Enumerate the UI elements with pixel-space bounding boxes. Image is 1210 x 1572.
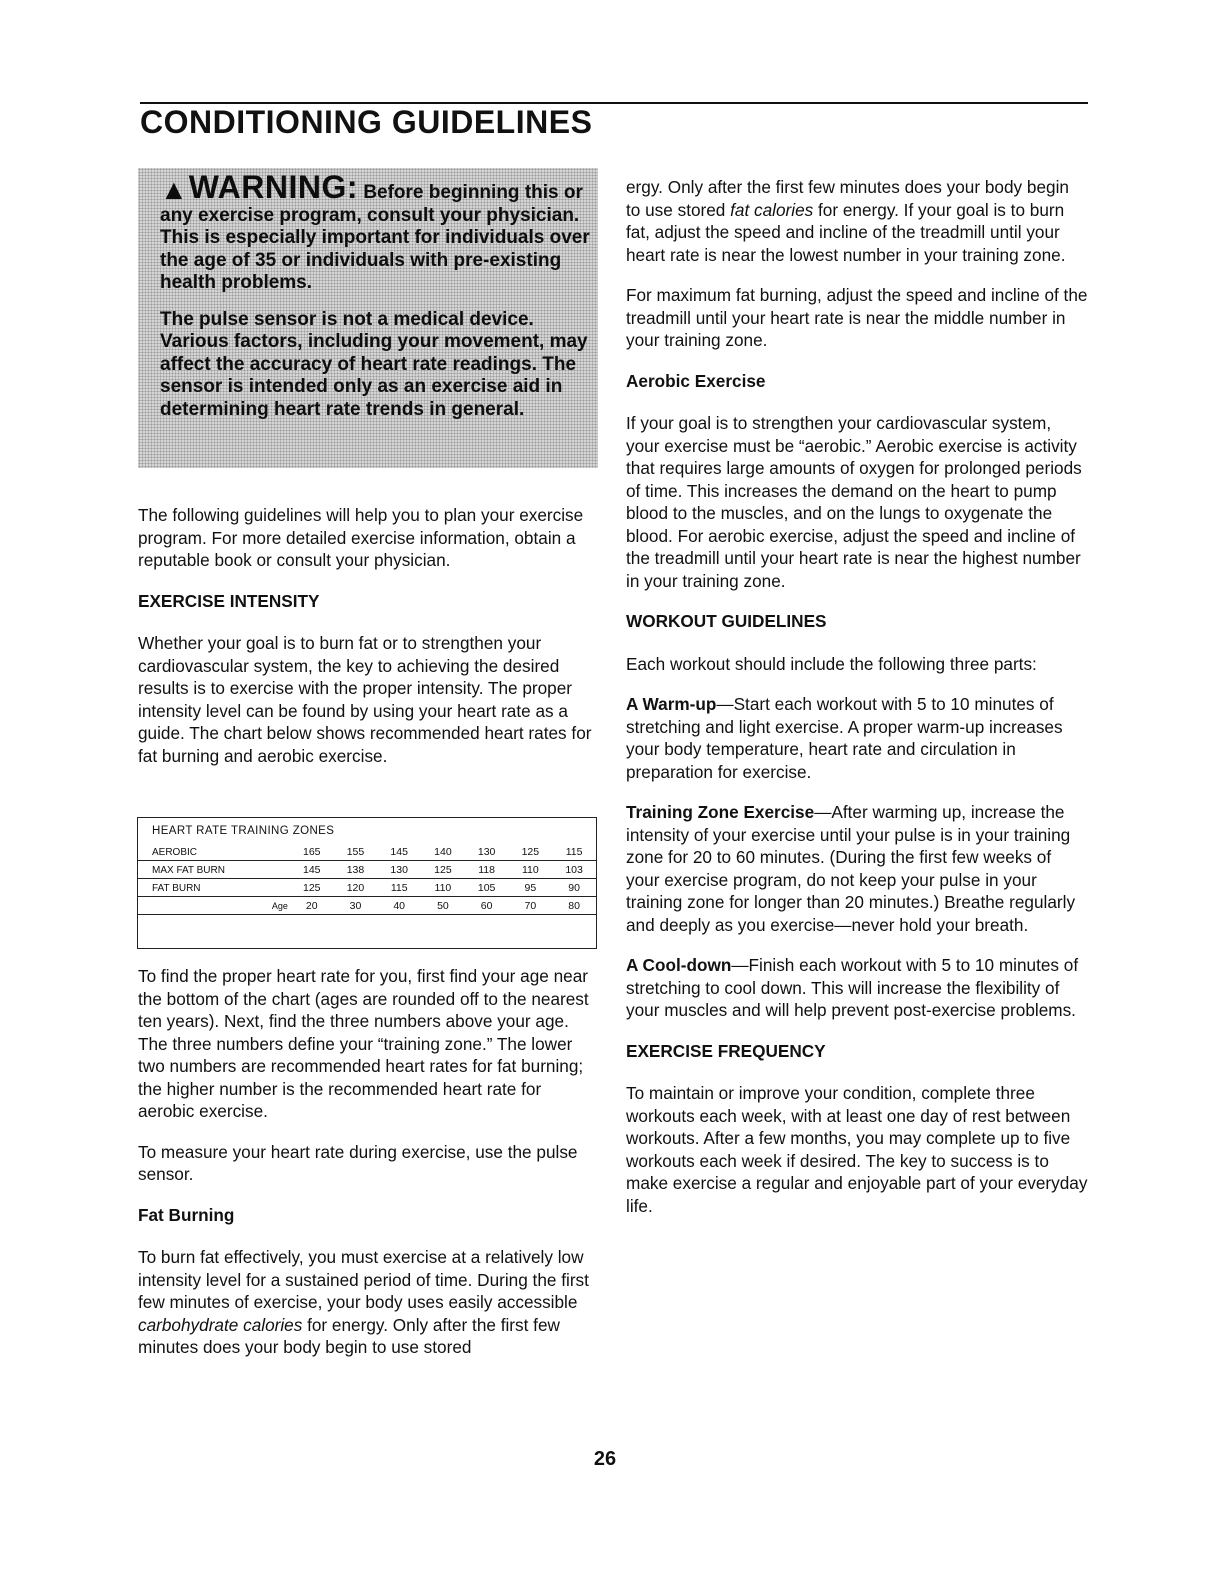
heart-rate-value: 145	[290, 861, 334, 879]
exercise-intensity-paragraph: Whether your goal is to burn fat or to strengthen your cardiovascular system, the key to achieving the desired results is to exercise with the proper intensity. The proper intensity level can be found by using your heart rate as a guide. The chart below shows recommended heart rates for fat burning and aerobic exercise.	[138, 633, 592, 766]
age-row	[138, 897, 596, 915]
row-label: MAX FAT BURN	[138, 861, 290, 879]
heart-rate-value: 138	[334, 861, 378, 879]
heart-rate-value: 120	[334, 879, 378, 897]
warning-lead-text: Before beginning this or any exercise program, consult your physician. This is especially important for individuals over the age of 35 or individuals with pre-existing health problems.	[160, 182, 590, 293]
age-value: 80	[552, 897, 596, 915]
heart-rate-value: 105	[465, 879, 509, 897]
heart-rate-value: 90	[552, 879, 596, 897]
workout-heading: WORKOUT GUIDELINES	[626, 611, 827, 631]
heart-rate-value: 110	[508, 861, 552, 879]
warning-sensor-text: The pulse sensor is not a medical device. Various factors, including your movement, may affect the accuracy of heart rate readings. The sensor is intended only as an exercise aid in determining heart rate trends in general.	[160, 308, 588, 420]
age-value: 20	[290, 897, 334, 915]
max-fat-paragraph: For maximum fat burning, adjust the speed and incline of the treadmill until your heart rate is near the middle number in your training zone.	[626, 285, 1088, 350]
heart-rate-value: 110	[421, 879, 465, 897]
heart-rate-value: 125	[508, 843, 552, 861]
age-value: 30	[334, 897, 378, 915]
page-number: 26	[593, 1448, 617, 1470]
fat-burning-text-2: for energy. Only after the first few minutes does your body begin to use stored	[138, 1314, 560, 1357]
heart-rate-chart	[137, 817, 597, 949]
training-zone-body: —After warming up, increase the intensity of your exercise until your pulse is in your training zone for 20 to 60 minutes. (During the first few weeks of your exercise program, do not keep your pulse in your training zone for longer than 20 minutes.) Breathe regularly and deeply as you exercise—never hold your breath.	[626, 802, 1076, 935]
heart-rate-value: 130	[465, 843, 509, 861]
aerobic-paragraph: If your goal is to strengthen your cardiovascular system, your exercise must be “aerobic.” Aerobic exercise is activity that requires large amounts of oxygen for prolonged periods of time. This increases the demand on the heart to pump blood to the muscles, and on the lungs to oxygenate the blood. For aerobic exercise, adjust the speed and incline of the treadmill until your heart rate is near the highest number in your training zone.	[626, 413, 1082, 591]
fat-burning-continued	[626, 176, 1088, 266]
fat-calories-term: fat calories	[730, 199, 814, 220]
training-zone-lead: Training Zone Exercise	[626, 802, 815, 822]
heart-rate-value: 115	[377, 879, 421, 897]
warning-lead-paragraph	[160, 169, 590, 295]
heart-rate-value: 95	[508, 879, 552, 897]
heart-rate-value: 118	[465, 861, 509, 879]
table-row	[138, 861, 596, 879]
carbohydrate-calories-term: carbohydrate calories	[138, 1314, 303, 1335]
page-title: CONDITIONING GUIDELINES	[140, 104, 593, 140]
row-label: AEROBIC	[138, 843, 290, 861]
warning-triangle-icon: ▲	[160, 174, 188, 205]
row-label: FAT BURN	[138, 879, 290, 897]
intro-paragraph: The following guidelines will help you to plan your exercise program. For more detailed exercise information, obtain a reputable book or consult your physician.	[138, 505, 584, 570]
age-value: 50	[421, 897, 465, 915]
table-row	[138, 843, 596, 861]
frequency-heading: EXERCISE FREQUENCY	[626, 1040, 826, 1061]
age-value: 70	[508, 897, 552, 915]
aerobic-heading: Aerobic Exercise	[626, 370, 766, 391]
find-rate-paragraph: To find the proper heart rate for you, first find your age near the bottom of the chart (ages are rounded off to the nearest ten years). Next, find the three numbers above your age. The three numbers define your “training zone.” The lower two numbers are recommended heart rates for fat burning; the higher number is the recommended heart rate for aerobic exercise.	[138, 966, 589, 1121]
heart-rate-value: 165	[290, 843, 334, 861]
warning-word: WARNING	[188, 169, 347, 205]
fat-burning-heading: Fat Burning	[138, 1204, 235, 1225]
heart-rate-value: 125	[290, 879, 334, 897]
age-label: Age	[138, 897, 290, 915]
heart-rate-value: 115	[552, 843, 596, 861]
workout-intro: Each workout should include the following three parts:	[626, 653, 1037, 674]
cooldown-paragraph	[626, 954, 1088, 1022]
cooldown-body: —Finish each workout with 5 to 10 minutes of stretching to cool down. This will increase the flexibility of your muscles and will help prevent post-exercise problems.	[626, 955, 1079, 1020]
heart-rate-value: 155	[334, 843, 378, 861]
warmup-body: —Start each workout with 5 to 10 minutes of stretching and light exercise. A proper warm-up increases your body temperature, heart rate and circulation in preparation for exercise.	[626, 694, 1063, 782]
training-zone-paragraph	[626, 801, 1088, 936]
table-row	[138, 879, 596, 897]
warmup-lead: A Warm-up	[626, 694, 717, 714]
heart-rate-value: 103	[552, 861, 596, 879]
right-column	[626, 176, 1088, 1235]
fat-burning-paragraph	[138, 1246, 600, 1359]
warmup-paragraph	[626, 693, 1088, 783]
fat-burning-cont-text: ergy. Only after the first few minutes does your body begin to use stored	[626, 177, 1069, 220]
warning-text	[160, 169, 590, 435]
warning-colon: :	[346, 169, 359, 205]
measure-paragraph: To measure your heart rate during exercise, use the pulse sensor.	[138, 1141, 578, 1184]
heart-rate-value: 130	[377, 861, 421, 879]
chart-top-line	[138, 817, 596, 818]
cooldown-lead: A Cool-down	[626, 955, 732, 975]
heart-rate-value: 140	[421, 843, 465, 861]
age-value: 40	[377, 897, 421, 915]
chart-title: HEART RATE TRAINING ZONES	[152, 825, 335, 837]
fat-burning-text-3: for energy. If your goal is to burn fat, adjust the speed and incline of the treadmill until your heart rate is near the lowest number in your training zone.	[626, 199, 1066, 265]
exercise-intensity-heading: EXERCISE INTENSITY	[138, 590, 320, 611]
fat-burning-text-1: To burn fat effectively, you must exercise at a relatively low intensity level for a sustained period of time. During the first few minutes of exercise, your body uses easily accessible	[138, 1247, 589, 1312]
heart-rate-value: 125	[421, 861, 465, 879]
age-value: 60	[465, 897, 509, 915]
frequency-paragraph: To maintain or improve your condition, complete three workouts each week, with at least one day of rest between workouts. After a few months, you may complete up to five workouts each week if desired. The key to success is to make exercise a regular and enjoyable part of your everyday life.	[626, 1083, 1088, 1216]
heart-rate-table	[138, 843, 596, 915]
heart-rate-value: 145	[377, 843, 421, 861]
